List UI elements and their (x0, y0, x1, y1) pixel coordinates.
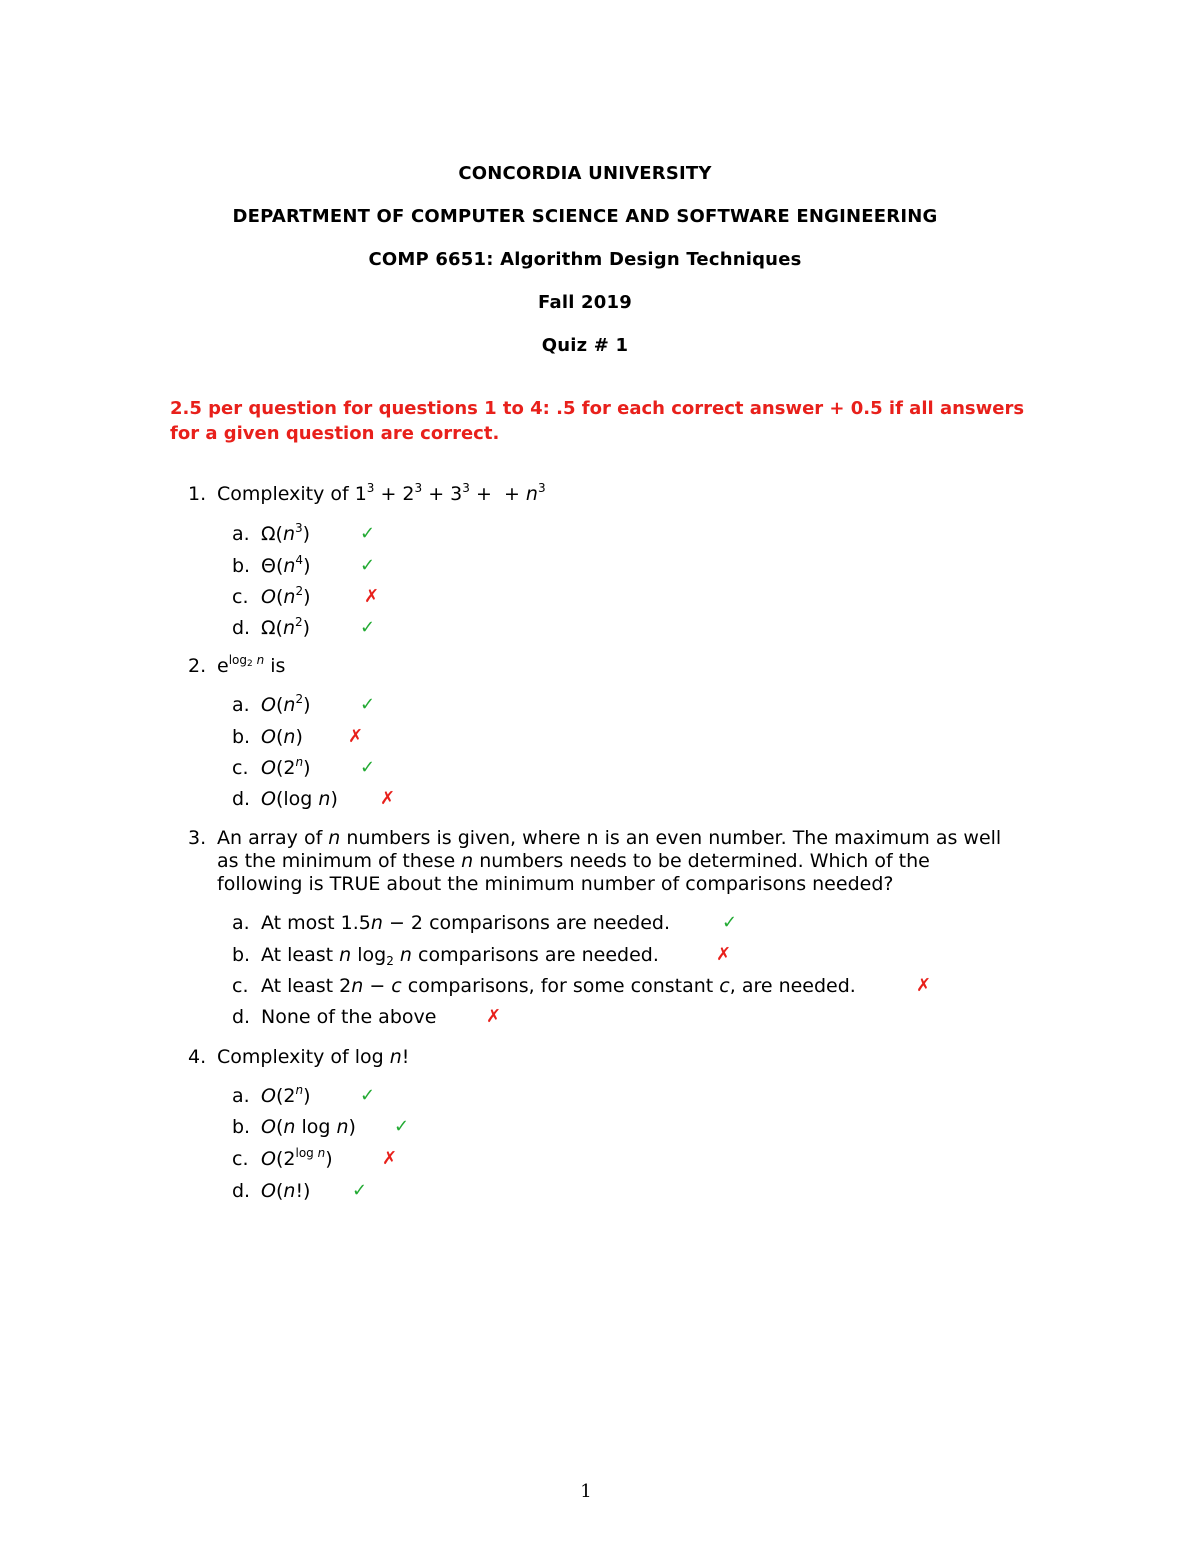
option-label: c. (232, 757, 249, 779)
option-text: O(2$^n$) (261, 755, 311, 779)
cross-icon: ✗ (716, 944, 732, 965)
check-icon: ✓ (360, 555, 376, 576)
option-2a (232, 692, 376, 716)
option-text: O(n!) (261, 1180, 311, 1202)
option-text: $\Omega(n^2)$ (261, 615, 311, 639)
option-label: b. (232, 944, 251, 966)
option-3d (232, 1006, 502, 1028)
option-text: At most 1.5n − 2 comparisons are needed. (261, 912, 670, 934)
question-text: Complexity of log n! (217, 1046, 410, 1068)
university-name: CONCORDIA UNIVERSITY (458, 163, 712, 184)
option-label: a. (232, 523, 250, 545)
page-number: 1 (580, 1481, 592, 1502)
option-text: O(n log n) (261, 1116, 356, 1138)
option-label: c. (232, 975, 249, 997)
option-label: b. (232, 1116, 251, 1138)
option-1a (232, 521, 376, 545)
question-2 (188, 655, 1018, 678)
option-label: c. (232, 1148, 249, 1170)
option-label: b. (232, 726, 251, 748)
cross-icon: ✗ (382, 1148, 398, 1169)
option-label: d. (232, 1006, 251, 1028)
option-text: $\Omega(n^3)$ (261, 521, 311, 545)
option-text: At least n $\log_2 n$ comparisons are needed. (261, 944, 659, 968)
question-4 (188, 1046, 1018, 1069)
question-number: 2. (188, 655, 207, 677)
option-2d (232, 788, 396, 810)
option-text: $\Theta(n^4)$ (261, 553, 311, 577)
quiz-title: Quiz # 1 (541, 335, 629, 356)
option-text: $O(n^2)$ (261, 692, 311, 716)
check-icon: ✓ (360, 617, 376, 638)
check-icon: ✓ (352, 1180, 368, 1201)
option-text: O(n) (261, 726, 303, 748)
check-icon: ✓ (722, 912, 738, 933)
course-title: COMP 6651: Algorithm Design Techniques (368, 249, 802, 270)
option-label: d. (232, 1180, 251, 1202)
option-3c (232, 975, 932, 997)
option-1d (232, 615, 376, 639)
question-1 (188, 483, 1018, 506)
check-icon: ✓ (360, 694, 376, 715)
option-label: d. (232, 617, 251, 639)
option-label: b. (232, 555, 251, 577)
option-label: a. (232, 1085, 250, 1107)
option-4b (232, 1116, 410, 1138)
option-1b (232, 553, 376, 577)
check-icon: ✓ (360, 523, 376, 544)
option-text: At least 2n − c comparisons, for some constant c, are needed. (261, 975, 856, 997)
option-text: None of the above (261, 1006, 437, 1028)
option-label: a. (232, 912, 250, 934)
question-number: 3. (188, 827, 207, 849)
option-2c (232, 755, 376, 779)
grading-note: 2.5 per question for questions 1 to 4: .5 for each correct answer + 0.5 if all answers for a given question are correct. (170, 398, 1025, 444)
cross-icon: ✗ (380, 788, 396, 809)
check-icon: ✓ (360, 1085, 376, 1106)
option-4d (232, 1180, 368, 1202)
question-text: An array of n numbers is given, where n is an even number. The maximum as well as the minimum of these n numbers needs to be determined. Which of the following is TRUE about the minimum number of comparisons needed? (217, 827, 1002, 895)
question-text: Complexity of $1^3 + 2^3 + 3^3$ + + $n^3$ (217, 481, 546, 505)
term: Fall 2019 (538, 292, 632, 313)
option-text: O(log n) (261, 788, 338, 810)
question-number: 4. (188, 1046, 207, 1068)
cross-icon: ✗ (348, 726, 364, 747)
cross-icon: ✗ (916, 975, 932, 996)
option-text: $O(2^{log n})$ (261, 1146, 333, 1170)
department-name: DEPARTMENT OF COMPUTER SCIENCE AND SOFTWARE ENGINEERING (232, 206, 938, 227)
option-label: d. (232, 788, 251, 810)
option-label: c. (232, 586, 249, 608)
option-2b (232, 726, 364, 748)
question-number: 1. (188, 483, 207, 505)
option-4c (232, 1146, 398, 1170)
cross-icon: ✗ (364, 586, 380, 607)
check-icon: ✓ (394, 1116, 410, 1137)
option-1c (232, 584, 380, 608)
cross-icon: ✗ (486, 1006, 502, 1027)
option-3b (232, 944, 732, 968)
check-icon: ✓ (360, 757, 376, 778)
option-text: $O(n^2)$ (261, 584, 311, 608)
option-3a (232, 912, 738, 934)
option-label: a. (232, 694, 250, 716)
question-text: $e^{log_2 n}$ is (217, 653, 286, 677)
question-3 (188, 827, 1018, 896)
option-text: O(2$^n$) (261, 1083, 311, 1107)
option-4a (232, 1083, 376, 1107)
